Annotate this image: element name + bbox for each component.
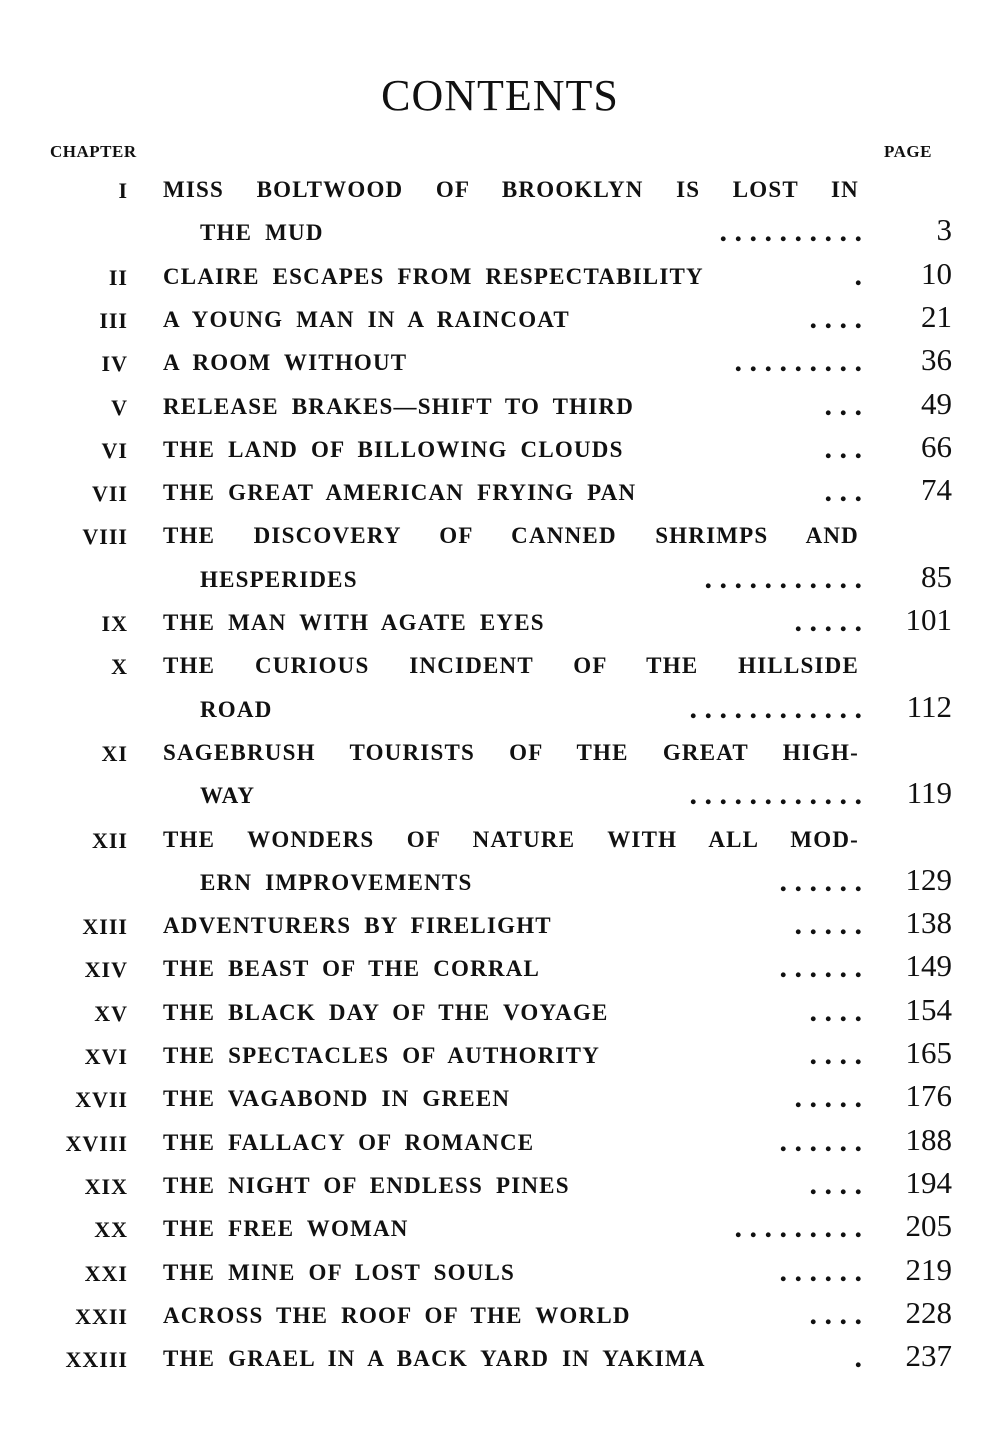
chapter-title: A YOUNG MAN IN A RAINCOAT bbox=[163, 307, 570, 332]
chapter-number: XVII bbox=[75, 1087, 128, 1112]
leader-dots: . . . . bbox=[809, 1298, 862, 1331]
page-number: 129 bbox=[905, 862, 952, 897]
toc-line bbox=[0, 735, 1000, 778]
chapter-title: THE MAN WITH AGATE EYES bbox=[163, 610, 545, 635]
chapter-title: THE BLACK DAY OF THE VOYAGE bbox=[163, 1000, 609, 1025]
page-number: 205 bbox=[905, 1208, 952, 1243]
leader-dots: . . . . . . . . . . . . bbox=[689, 692, 862, 725]
chapter-title: THE DISCOVERY OF CANNED SHRIMPS AND bbox=[163, 523, 859, 548]
page-number: 138 bbox=[905, 905, 952, 940]
page-number: 119 bbox=[906, 775, 952, 810]
chapter-title: ERN IMPROVEMENTS bbox=[200, 870, 473, 895]
chapter-number: X bbox=[111, 654, 128, 679]
page-number: 228 bbox=[905, 1295, 952, 1330]
chapter-number: XXII bbox=[75, 1304, 128, 1329]
chapter-title: SAGEBRUSH TOURISTS OF THE GREAT HIGH- bbox=[163, 740, 859, 765]
toc-line bbox=[0, 1122, 1000, 1168]
toc-line bbox=[0, 1035, 1000, 1081]
page-number: 219 bbox=[905, 1252, 952, 1287]
toc-line bbox=[0, 602, 1000, 648]
leader-dots: . . . . . bbox=[794, 908, 862, 941]
chapter-number: XI bbox=[101, 741, 128, 766]
leader-dots: . bbox=[854, 1341, 862, 1374]
leader-dots: . . . bbox=[824, 389, 862, 422]
chapter-title: THE MINE OF LOST SOULS bbox=[163, 1260, 516, 1285]
chapter-title: THE FREE WOMAN bbox=[163, 1216, 409, 1241]
leader-dots: . . . . . . bbox=[779, 951, 862, 984]
toc-line bbox=[0, 212, 1000, 258]
chapter-title: THE WONDERS OF NATURE WITH ALL MOD- bbox=[163, 827, 859, 852]
page-column-header: PAGE bbox=[884, 142, 932, 161]
chapter-title: WAY bbox=[200, 783, 256, 808]
chapter-title: THE MUD bbox=[200, 220, 324, 245]
chapter-title: MISS BOLTWOOD OF BROOKLYN IS LOST IN bbox=[163, 177, 859, 202]
toc-line bbox=[0, 905, 1000, 951]
chapter-number: VIII bbox=[82, 524, 128, 549]
page-number: 85 bbox=[921, 559, 952, 594]
chapter-number: VI bbox=[101, 438, 128, 463]
page-number: 188 bbox=[905, 1122, 952, 1157]
page-number: 21 bbox=[921, 299, 952, 334]
toc-line bbox=[0, 1295, 1000, 1341]
chapter-number: XIX bbox=[84, 1174, 128, 1199]
page-number: 194 bbox=[905, 1165, 952, 1200]
page-number: 154 bbox=[905, 992, 952, 1027]
leader-dots: . . . bbox=[824, 432, 862, 465]
leader-dots: . . . . . . bbox=[779, 865, 862, 898]
chapter-number: XVI bbox=[84, 1044, 128, 1069]
toc-line bbox=[0, 172, 1000, 215]
leader-dots: . . . . . . bbox=[779, 1255, 862, 1288]
page-number: 149 bbox=[905, 948, 952, 983]
toc-line bbox=[0, 1338, 1000, 1384]
leader-dots: . . . . . . . . . bbox=[734, 1211, 862, 1244]
chapter-number: XXIII bbox=[65, 1347, 128, 1372]
page-number: 112 bbox=[906, 689, 952, 724]
leader-dots: . . . . . bbox=[794, 605, 862, 638]
chapter-number: III bbox=[99, 308, 128, 333]
chapter-title: THE BEAST OF THE CORRAL bbox=[163, 956, 541, 981]
chapter-title: A ROOM WITHOUT bbox=[163, 350, 408, 375]
chapter-title: THE FALLACY OF ROMANCE bbox=[163, 1130, 535, 1155]
leader-dots: . . . . . bbox=[794, 1081, 862, 1114]
toc-line bbox=[0, 1078, 1000, 1124]
page-number: 165 bbox=[905, 1035, 952, 1070]
leader-dots: . bbox=[854, 259, 862, 292]
chapter-number: I bbox=[118, 178, 128, 203]
toc-line bbox=[0, 472, 1000, 518]
chapter-title: THE LAND OF BILLOWING CLOUDS bbox=[163, 437, 624, 462]
toc-line bbox=[0, 992, 1000, 1038]
toc-line bbox=[0, 256, 1000, 302]
chapter-number: XIII bbox=[82, 914, 128, 939]
chapter-number: V bbox=[111, 395, 128, 420]
toc-line bbox=[0, 689, 1000, 735]
chapter-number: XX bbox=[94, 1217, 128, 1242]
toc-line bbox=[0, 1208, 1000, 1254]
leader-dots: . . . bbox=[824, 475, 862, 508]
chapter-title: ACROSS THE ROOF OF THE WORLD bbox=[163, 1303, 631, 1328]
leader-dots: . . . . . . bbox=[779, 1125, 862, 1158]
toc-line bbox=[0, 386, 1000, 432]
page-number: 3 bbox=[936, 212, 952, 247]
leader-dots: . . . . . . . . . . . bbox=[704, 562, 862, 595]
chapter-number: XII bbox=[91, 828, 128, 853]
leader-dots: . . . . bbox=[809, 1038, 862, 1071]
chapter-title: THE NIGHT OF ENDLESS PINES bbox=[163, 1173, 570, 1198]
toc-line bbox=[0, 342, 1000, 388]
toc-line bbox=[0, 648, 1000, 691]
chapter-number: XVIII bbox=[65, 1131, 128, 1156]
chapter-number: IV bbox=[101, 351, 128, 376]
page-number: 66 bbox=[921, 429, 952, 464]
page-number: 74 bbox=[921, 472, 952, 507]
chapter-title: ROAD bbox=[200, 697, 273, 722]
toc-line bbox=[0, 299, 1000, 345]
chapter-number: II bbox=[108, 265, 128, 290]
toc-line bbox=[0, 775, 1000, 821]
page-number: 49 bbox=[921, 386, 952, 421]
chapter-title: RELEASE BRAKES—SHIFT TO THIRD bbox=[163, 394, 635, 419]
chapter-title: CLAIRE ESCAPES FROM RESPECTABILITY bbox=[163, 264, 704, 289]
chapter-title: THE GRAEL IN A BACK YARD IN YAKIMA bbox=[163, 1346, 706, 1371]
chapter-number: IX bbox=[101, 611, 128, 636]
leader-dots: . . . . . . . . . . . . bbox=[689, 778, 862, 811]
page-number: 237 bbox=[905, 1338, 952, 1373]
chapter-number: XXI bbox=[84, 1261, 128, 1286]
chapter-title: ADVENTURERS BY FIRELIGHT bbox=[163, 913, 552, 938]
toc-line bbox=[0, 429, 1000, 475]
chapter-title: THE CURIOUS INCIDENT OF THE HILLSIDE bbox=[163, 653, 859, 678]
page-number: 10 bbox=[921, 256, 952, 291]
toc-line bbox=[0, 518, 1000, 561]
leader-dots: . . . . . . . . . bbox=[734, 345, 862, 378]
chapter-column-header: CHAPTER bbox=[50, 142, 137, 161]
page-number: 176 bbox=[905, 1078, 952, 1113]
toc-line bbox=[0, 1252, 1000, 1298]
toc-line bbox=[0, 1165, 1000, 1211]
leader-dots: . . . . bbox=[809, 995, 862, 1028]
leader-dots: . . . . bbox=[809, 1168, 862, 1201]
chapter-title: THE VAGABOND IN GREEN bbox=[163, 1086, 511, 1111]
chapter-title: HESPERIDES bbox=[200, 567, 358, 592]
toc-line bbox=[0, 948, 1000, 994]
chapter-title: THE SPECTACLES OF AUTHORITY bbox=[163, 1043, 601, 1068]
toc-line bbox=[0, 559, 1000, 605]
chapter-number: VII bbox=[91, 481, 128, 506]
leader-dots: . . . . . . . . . . bbox=[719, 215, 862, 248]
chapter-number: XV bbox=[94, 1001, 128, 1026]
leader-dots: . . . . bbox=[809, 302, 862, 335]
toc-line bbox=[0, 822, 1000, 865]
page-title: CONTENTS bbox=[381, 71, 619, 120]
chapter-title: THE GREAT AMERICAN FRYING PAN bbox=[163, 480, 637, 505]
page-number: 101 bbox=[905, 602, 952, 637]
toc-line bbox=[0, 862, 1000, 908]
chapter-number: XIV bbox=[84, 957, 128, 982]
page-number: 36 bbox=[921, 342, 952, 377]
